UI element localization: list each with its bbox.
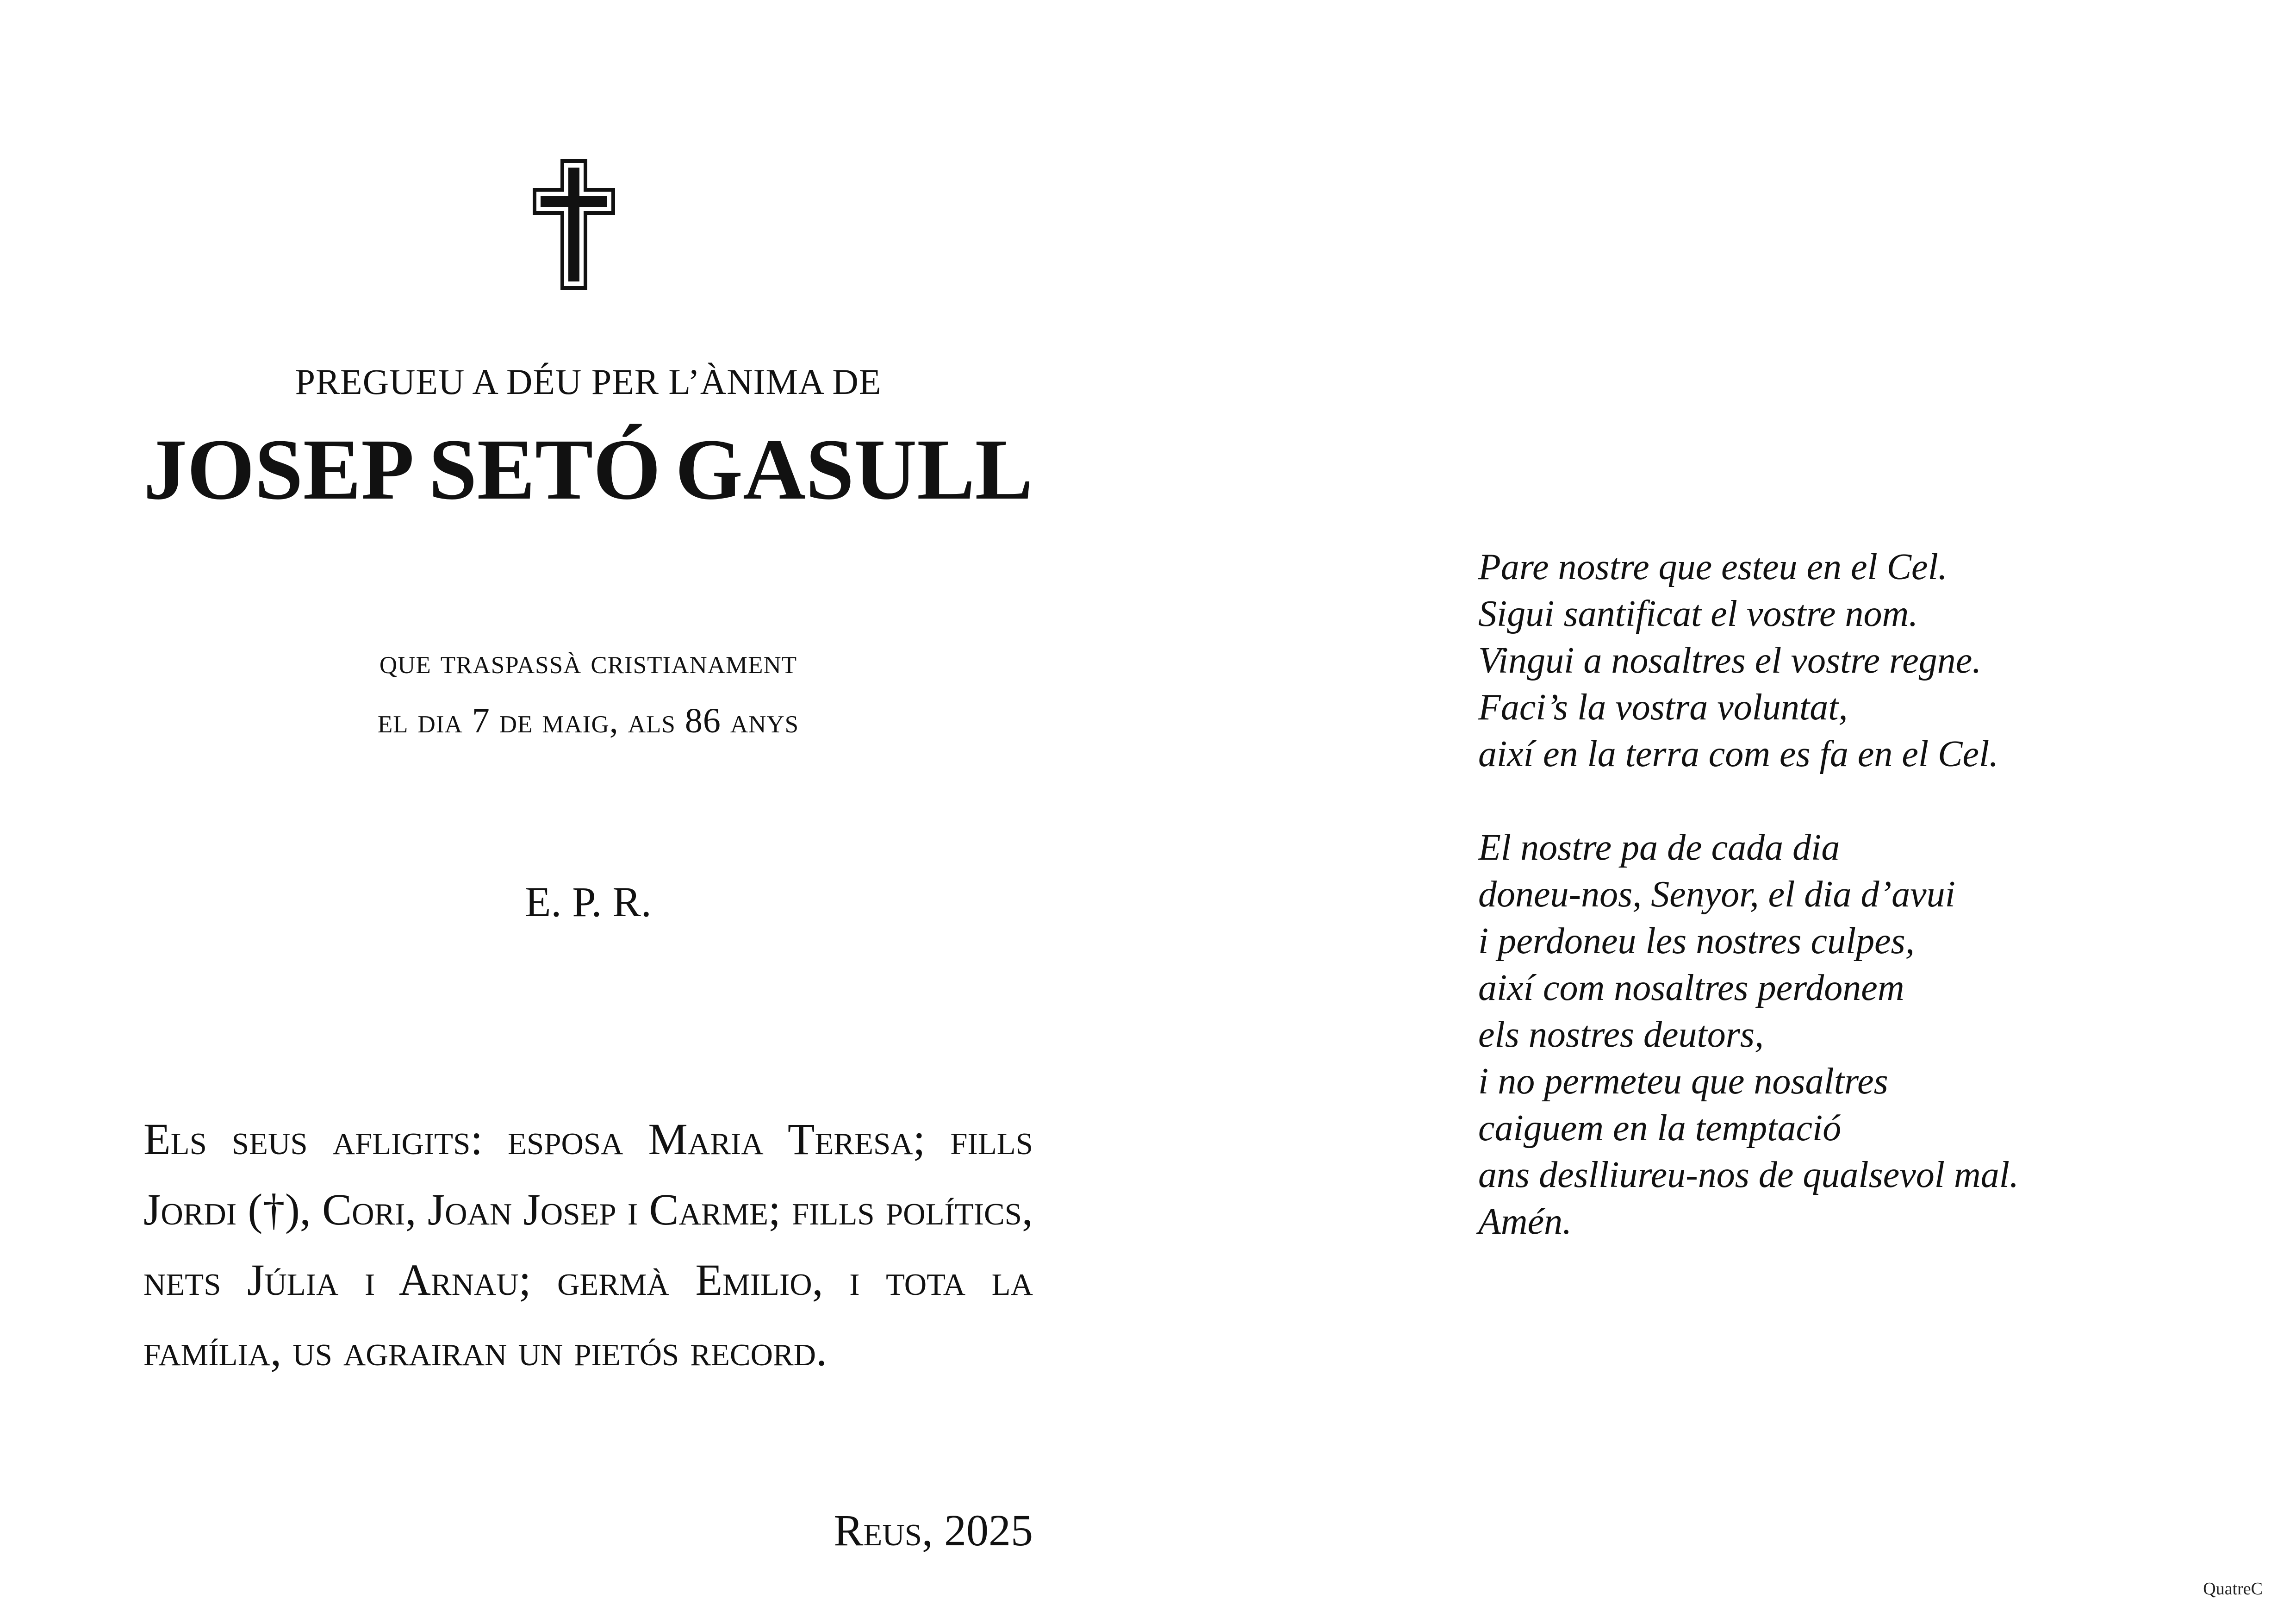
prayer-stanza-2 — [1478, 824, 2126, 1245]
deceased-name — [143, 421, 1033, 518]
latin-cross-icon — [532, 157, 616, 292]
prayer-line: caiguem en la temptació — [1478, 1108, 1842, 1149]
passing-notice — [143, 632, 1033, 750]
prayer-line: i no permeteu que nosaltres — [1478, 1061, 1888, 1102]
passing-line-1: que traspassà cristianament — [379, 642, 797, 681]
prayer-line: i perdoneu les nostres culpes, — [1478, 921, 1915, 962]
place-date: Reus, 2025 — [834, 1505, 1033, 1555]
prayer-line: Vingui a nosaltres el vostre regne. — [1478, 640, 1982, 681]
prayer-stanza-1 — [1478, 544, 2126, 778]
middle-name: SETÓ — [429, 421, 661, 518]
prayer-line: ans deslliureu-nos de qualsevol mal. — [1478, 1155, 2019, 1195]
prayer-line: Sigui santificat el vostre nom. — [1478, 593, 1918, 634]
prayer-line: El nostre pa de cada dia — [1478, 827, 1840, 868]
prayer-line: els nostres deutors, — [1478, 1014, 1764, 1055]
lords-prayer — [1478, 544, 2126, 1292]
prayer-line: Amén. — [1478, 1201, 1572, 1242]
epr-text: E. P. R. — [525, 878, 652, 925]
pray-line: PREGUEU A DÉU PER L’ÀNIMA DE — [295, 362, 882, 402]
first-name: JOSEP — [143, 421, 415, 518]
prayer-line: així en la terra com es fa en el Cel. — [1478, 734, 1999, 775]
last-name: GASULL — [675, 421, 1033, 518]
mourners-text: Els seus afligits: esposa Maria Teresa; fills Jordi (†), Cori, Joan Josep i Carme; fills polítics, nets Júlia i Arnau; germà Emilio, i tota la família, us agrairan un pietós record. — [143, 1114, 1033, 1375]
passing-line-2: el dia 7 de maig, als 86 anys — [377, 701, 799, 740]
prayer-line: Faci’s la vostra voluntat, — [1478, 687, 1848, 728]
printer-brand: QuatreC — [2203, 1579, 2263, 1599]
prayer-line: Pare nostre que esteu en el Cel. — [1478, 547, 1948, 587]
prayer-line: doneu-nos, Senyor, el dia d’avui — [1478, 874, 1955, 915]
prayer-line: així com nosaltres perdonem — [1478, 968, 1904, 1008]
